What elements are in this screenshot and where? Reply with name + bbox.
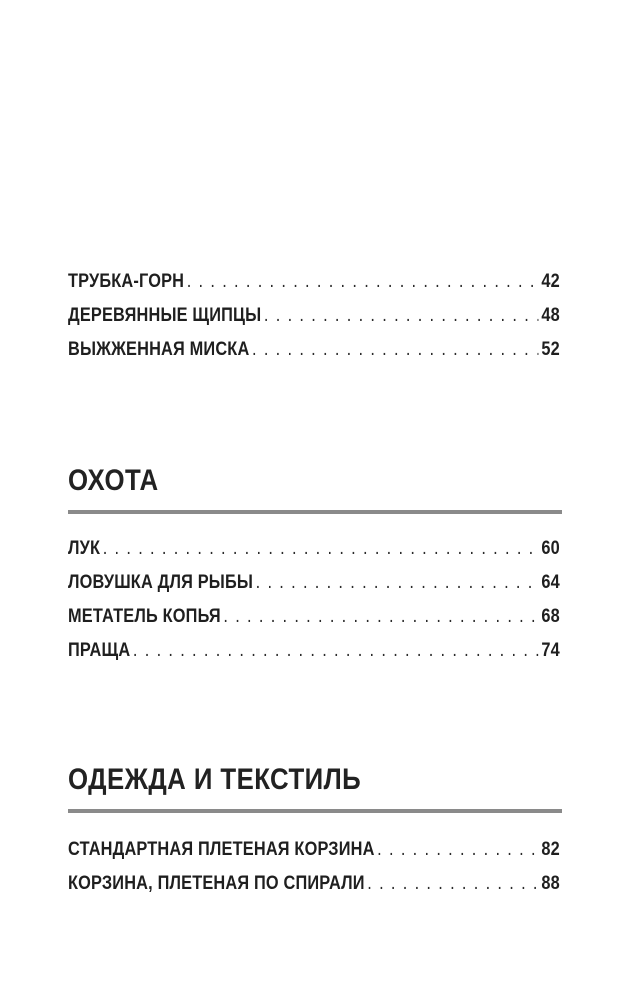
toc-dot-leader: [187, 265, 539, 299]
toc-entry[interactable]: [68, 634, 560, 668]
toc-entry-title: ДЕРЕВЯННЫЕ ЩИПЦЫ: [68, 305, 262, 326]
toc-entry-title: ТРУБКА-ГОРН: [68, 271, 185, 292]
section-title: ОХОТА: [68, 464, 159, 497]
toc-group-tools: [68, 265, 560, 367]
toc-dot-leader: [252, 333, 539, 367]
toc-dot-leader: [103, 532, 539, 566]
section-heading-hunting: [68, 464, 562, 514]
toc-entry-page: 60: [541, 538, 560, 559]
section-divider: [68, 510, 562, 514]
toc-entry-page: 74: [541, 640, 560, 661]
toc-entry[interactable]: [68, 600, 560, 634]
toc-dot-leader: [264, 299, 539, 333]
section-title: ОДЕЖДА И ТЕКСТИЛЬ: [68, 763, 362, 796]
toc-dot-leader: [256, 566, 539, 600]
toc-dot-leader: [223, 600, 538, 634]
toc-entry-title: ПРАЩА: [68, 640, 131, 661]
toc-group-hunting: [68, 532, 560, 668]
toc-entry[interactable]: [68, 532, 560, 566]
toc-entry-page: 52: [541, 339, 560, 360]
toc-group-clothing: [68, 833, 560, 901]
toc-entry-page: 68: [541, 606, 560, 627]
toc-entry-title: ЛОВУШКА ДЛЯ РЫБЫ: [68, 572, 254, 593]
section-heading-clothing: [68, 763, 562, 813]
toc-entry-page: 82: [541, 839, 560, 860]
toc-entry-title: СТАНДАРТНАЯ ПЛЕТЕНАЯ КОРЗИНА: [68, 839, 375, 860]
toc-entry[interactable]: [68, 333, 560, 367]
toc-entry-page: 88: [541, 873, 560, 894]
toc-entry-title: МЕТАТЕЛЬ КОПЬЯ: [68, 606, 221, 627]
toc-entry[interactable]: [68, 867, 560, 901]
toc-entry-page: 48: [541, 305, 560, 326]
toc-dot-leader: [133, 634, 539, 668]
section-divider: [68, 809, 562, 813]
toc-entry-title: ЛУК: [68, 538, 101, 559]
toc-dot-leader: [377, 833, 539, 867]
toc-entry-title: ВЫЖЖЕННАЯ МИСКА: [68, 339, 250, 360]
toc-entry[interactable]: [68, 299, 560, 333]
toc-entry[interactable]: [68, 833, 560, 867]
toc-entry-page: 42: [541, 271, 560, 292]
toc-dot-leader: [367, 867, 539, 901]
toc-entry-title: КОРЗИНА, ПЛЕТЕНАЯ ПО СПИРАЛИ: [68, 873, 365, 894]
toc-entry[interactable]: [68, 566, 560, 600]
toc-entry[interactable]: [68, 265, 560, 299]
toc-entry-page: 64: [541, 572, 560, 593]
